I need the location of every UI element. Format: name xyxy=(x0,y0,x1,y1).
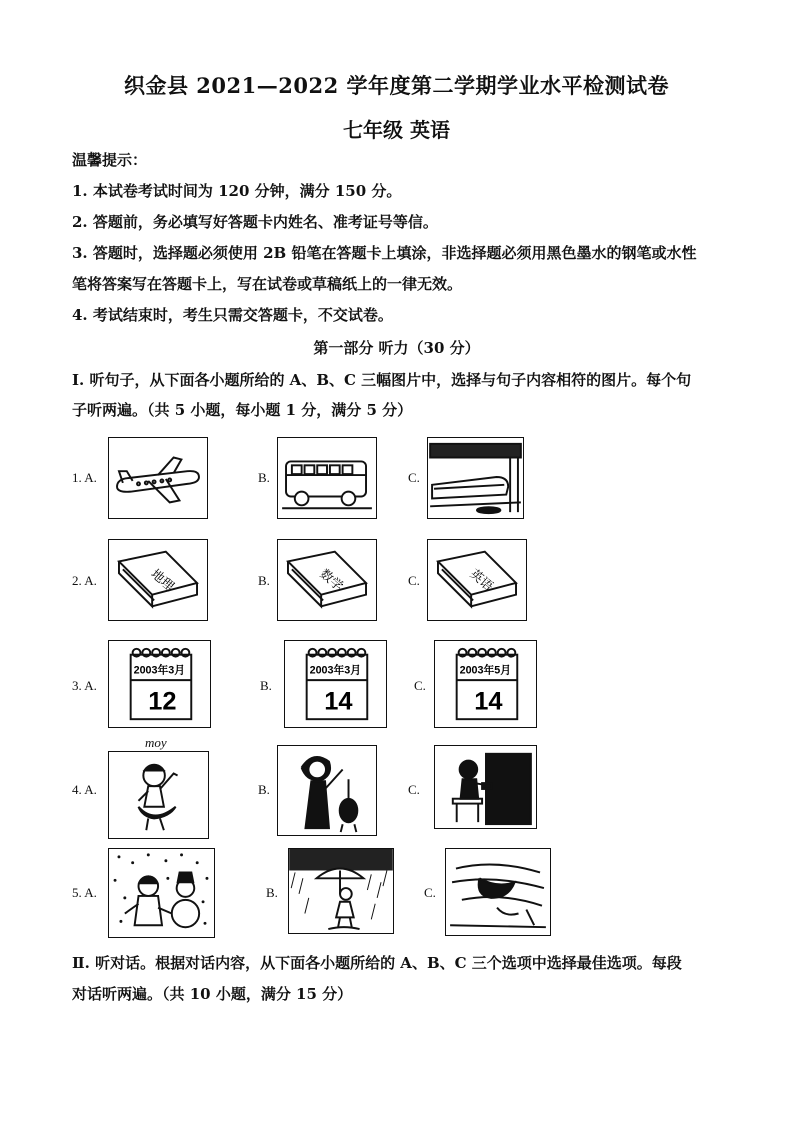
q3-label: 3. A. xyxy=(72,678,97,693)
q2-book-a-title: 地理 xyxy=(148,565,178,594)
q2-option-b-math-book-image xyxy=(277,539,377,621)
q1-option-c-label: C. xyxy=(408,470,420,485)
part1-heading: 第一部分 听力（30 分） xyxy=(313,339,480,357)
q3-option-b-label: B. xyxy=(260,678,272,693)
note-item: 2. 答题前，务必填写好答题卡内姓名、准考证号等信。 xyxy=(72,213,438,231)
q2-option-b-label: B. xyxy=(258,573,270,588)
note-item: 1. 本试卷考试时间为 120 分钟，满分 150 分。 xyxy=(72,182,402,200)
q3-calendar-b-month: 2003年3月 xyxy=(309,664,362,677)
q1-option-c-train-image xyxy=(427,437,524,519)
notes-heading: 温馨提示： xyxy=(72,151,148,169)
section1-instructions-cont: 子听两遍。（共 5 小题，每小题 1 分，满分 5 分） xyxy=(72,401,413,419)
q5-option-a-snow-image xyxy=(108,848,215,938)
note-item: 4. 考试结束时，考生只需交答题卡，不交试卷。 xyxy=(72,306,393,324)
page-title: 织金县 2021—2022 学年度第二学期学业水平检测试卷 xyxy=(123,73,669,98)
q1-label: 1. A. xyxy=(72,470,97,485)
section1-instructions: I. 听句子，从下面各小题所给的 A、B、C 三幅图片中，选择与句子内容相符的图片。每个句 xyxy=(72,371,692,389)
q4-option-c-label: C. xyxy=(408,782,420,797)
section2-instructions-cont: 对话听两遍。（共 10 小题，满分 15 分） xyxy=(72,985,353,1003)
q3-option-c-label: C. xyxy=(414,678,426,693)
q2-book-b-title: 数学 xyxy=(317,565,347,594)
q3-calendar-c-month: 2003年5月 xyxy=(459,664,512,677)
q3-calendar-b-day: 14 xyxy=(324,687,353,716)
q5-option-c-label: C. xyxy=(424,885,436,900)
section2-instructions: Ⅱ. 听对话。根据对话内容，从下面各小题所给的 A、B、C 三个选项中选择最佳选项。每段 xyxy=(72,954,682,972)
q5-option-b-label: B. xyxy=(266,885,278,900)
q1-option-b-label: B. xyxy=(258,470,270,485)
q1-option-b-bus-image xyxy=(277,437,377,519)
q4-option-c-piano-image xyxy=(434,745,537,829)
q2-option-a-geography-book-image xyxy=(108,539,208,621)
q2-option-c-english-book-image xyxy=(427,539,527,621)
q4-label: 4. A. xyxy=(72,782,97,797)
note-item: 3. 答题时，选择题必须使用 2B 铅笔在答题卡上填涂，非选择题必须用黑色墨水的钢笔或水性 xyxy=(72,244,697,262)
q3-calendar-a-day: 12 xyxy=(148,687,177,716)
q4-option-b-woman-instrument-image xyxy=(277,745,377,836)
q3-option-a-calendar-image xyxy=(108,640,211,728)
q5-option-c-wind-storm-image xyxy=(445,848,551,936)
page-subtitle: 七年级 英语 xyxy=(343,118,450,142)
q3-calendar-c-day: 14 xyxy=(474,687,503,716)
q4-option-b-label: B. xyxy=(258,782,270,797)
note-item: 笔将答案写在答题卡上，写在试卷或草稿纸上的一律无效。 xyxy=(72,275,463,293)
q4-option-a-dancing-girl-image xyxy=(108,751,209,839)
q3-calendar-a-month: 2003年3月 xyxy=(133,664,186,677)
q3-option-b-calendar-image xyxy=(284,640,387,728)
q3-option-c-calendar-image xyxy=(434,640,537,728)
q4-dance-caption: moy xyxy=(145,735,167,750)
q1-option-a-airplane-image xyxy=(108,437,208,519)
q2-option-c-label: C. xyxy=(408,573,420,588)
q5-label: 5. A. xyxy=(72,885,97,900)
q2-label: 2. A. xyxy=(72,573,97,588)
q2-book-c-title: 英语 xyxy=(467,565,497,594)
q5-option-b-rain-umbrella-image xyxy=(288,848,394,934)
